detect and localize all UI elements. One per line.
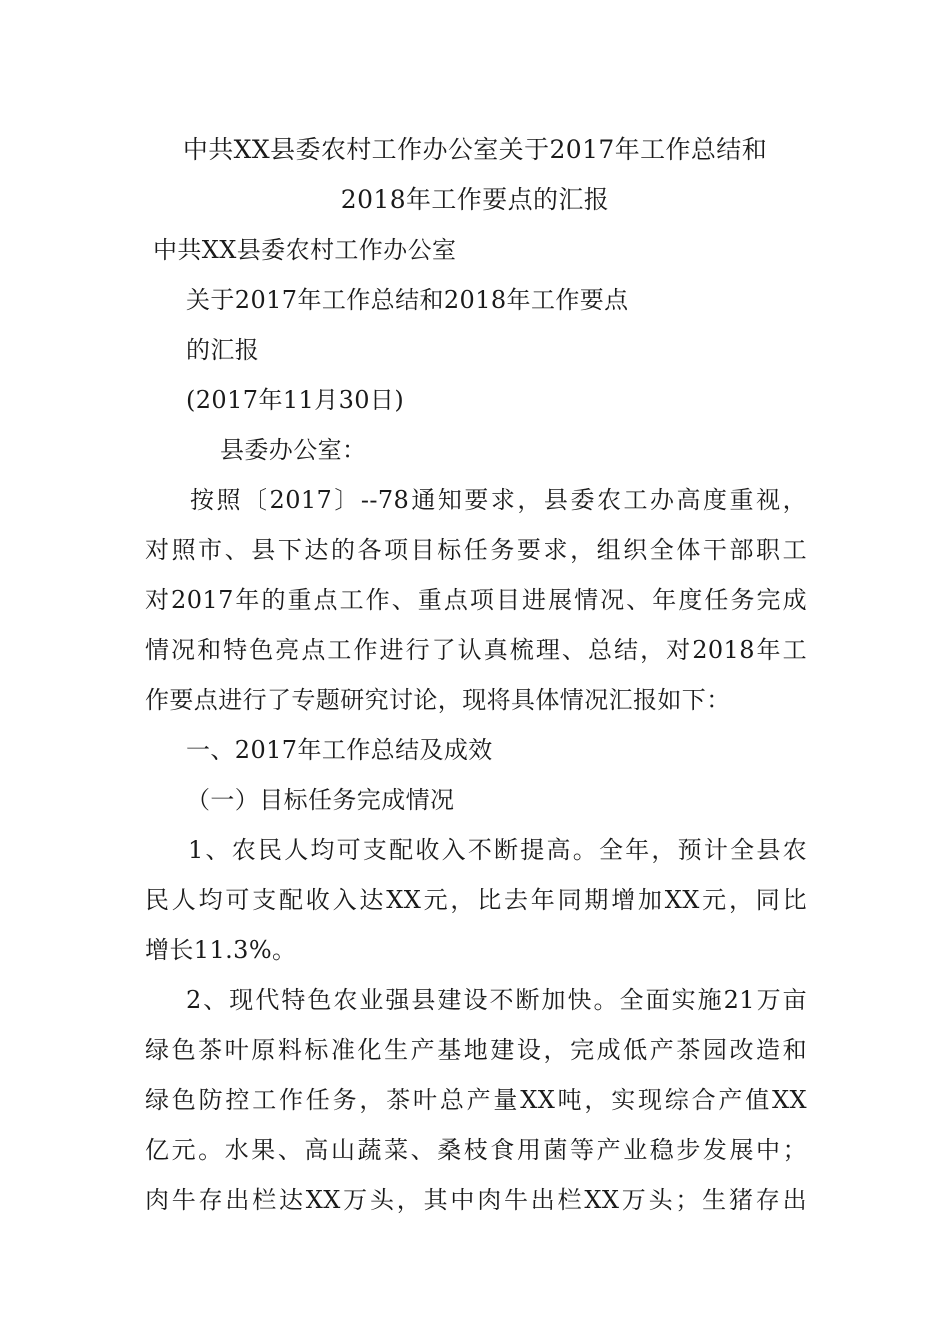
intro-line: 按照〔2017〕--78通知要求，县委农工办高度重视， xyxy=(190,486,807,514)
item-2-line: 绿色防控工作任务，茶叶总产量XX吨，实现综合产值XX xyxy=(145,1086,807,1114)
intro-line: 作要点进行了专题研究讨论，现将具体情况汇报如下： xyxy=(145,686,731,714)
subsection-heading: （一）目标任务完成情况 xyxy=(186,786,455,814)
section-heading: 一、2017年工作总结及成效 xyxy=(186,736,493,764)
item-2-line: 绿色茶叶原料标准化生产基地建设，完成低产茶园改造和 xyxy=(145,1036,807,1064)
item-2-line: 肉牛存出栏达XX万头，其中肉牛出栏XX万头；生猪存出 xyxy=(145,1186,807,1214)
issuing-organization: 中共XX县委农村工作办公室 xyxy=(153,236,457,264)
report-date: (2017年11月30日) xyxy=(186,386,405,414)
report-subtitle-line-1: 关于2017年工作总结和2018年工作要点 xyxy=(186,286,629,314)
item-2-line: 亿元。水果、高山蔬菜、桑枝食用菌等产业稳步发展中； xyxy=(145,1136,807,1164)
intro-line: 情况和特色亮点工作进行了认真梳理、总结，对2018年工 xyxy=(145,636,807,664)
intro-line: 对2017年的重点工作、重点项目进展情况、年度任务完成 xyxy=(145,586,807,614)
document-title-line-2: 2018年工作要点的汇报 xyxy=(340,185,610,214)
intro-line: 对照市、县下达的各项目标任务要求，组织全体干部职工 xyxy=(145,536,807,564)
item-1-line: 增长11.3%。 xyxy=(145,936,297,964)
report-subtitle-line-2: 的汇报 xyxy=(186,336,260,364)
item-1-line: 1、农民人均可支配收入不断提高。全年，预计全县农 xyxy=(188,836,807,864)
item-2-line: 2、现代特色农业强县建设不断加快。全面实施21万亩 xyxy=(186,986,807,1014)
document-title-line-1: 中共XX县委农村工作办公室关于2017年工作总结和 xyxy=(182,135,768,164)
item-1-line: 民人均可支配收入达XX元，比去年同期增加XX元，同比 xyxy=(145,886,807,914)
salutation: 县委办公室： xyxy=(220,436,367,464)
